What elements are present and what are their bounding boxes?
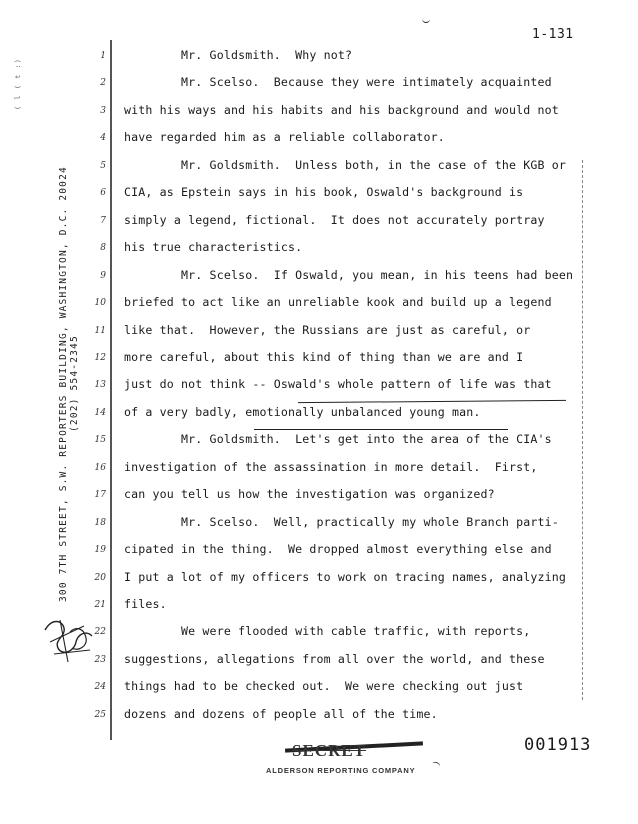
transcript-line: investigation of the assassination in more detail. First,	[124, 459, 538, 474]
transcript-line: files.	[124, 597, 167, 611]
transcript-line: can you tell us how the investigation was organized?	[124, 487, 495, 502]
corner-mark	[422, 18, 430, 23]
line-number: 7	[100, 215, 106, 226]
right-margin-rule	[582, 160, 583, 700]
underline-1	[298, 400, 566, 403]
line-number: 20	[94, 572, 106, 583]
line-number: 24	[94, 682, 106, 693]
line-number: 23	[94, 654, 106, 665]
line-number: 5	[100, 160, 106, 171]
line-number: 2	[100, 78, 106, 89]
transcript-line: CIA, as Epstein says in his book, Oswald's background is	[124, 185, 524, 200]
transcript-line: cipated in the thing. We dropped almost everything else and	[124, 542, 552, 557]
line-number: 9	[100, 270, 106, 281]
transcript-line: of a very badly, emotionally unbalanced young man.	[124, 404, 481, 419]
vertical-address: 300 7TH STREET, S.W. REPORTERS BUILDING, WASHINGTON, D.C. 20024 (202) 554-2345	[58, 166, 80, 602]
classification-stamp: SECRET	[292, 741, 367, 760]
transcript-line: I put a lot of my officers to work on tracing names, analyzing	[124, 569, 567, 584]
line-number: 1	[100, 51, 106, 61]
reporter-company: ALDERSON REPORTING COMPANY	[266, 766, 416, 775]
transcript-line: Mr. Scelso. Because they were intimately acquainted	[124, 75, 552, 90]
transcript-line: dozens and dozens of people all of the time.	[124, 706, 438, 721]
line-number: 8	[100, 243, 106, 254]
page-number: 1-131	[532, 27, 574, 42]
underline-2	[254, 429, 508, 430]
line-number: 13	[94, 380, 106, 391]
line-number: 15	[94, 435, 106, 446]
left-margin-rule	[110, 40, 112, 740]
document-id: 001913	[524, 735, 592, 755]
line-number: 25	[94, 709, 106, 720]
handwritten-initials	[40, 612, 100, 668]
line-number: 16	[94, 462, 106, 473]
transcript-line: Mr. Scelso. If Oswald, you mean, in his teens had been	[124, 267, 574, 282]
transcript-line: briefed to act like an unreliable kook and build up a legend	[124, 295, 552, 310]
line-number: 12	[94, 352, 106, 363]
line-number: 22	[94, 627, 106, 638]
line-number: 3	[100, 105, 106, 116]
transcript-line: things had to be checked out. We were checking out just	[124, 679, 524, 694]
transcript-line: suggestions, allegations from all over the world, and these	[124, 651, 545, 666]
transcript-line: have regarded him as a reliable collaborator.	[124, 130, 445, 145]
transcript-line: Mr. Goldsmith. Let's get into the area of the CIA's	[124, 432, 552, 447]
transcript-line: his true characteristics.	[124, 240, 303, 255]
transcript-line: We were flooded with cable traffic, with reports,	[124, 624, 531, 639]
transcript-line: simply a legend, fictional. It does not accurately portray	[124, 212, 545, 227]
transcript-line: like that. However, the Russians are just as careful, or	[124, 322, 531, 337]
line-number: 19	[94, 545, 106, 556]
side-margin-text: ( l ( t :)	[14, 58, 22, 111]
line-number: 11	[94, 325, 106, 336]
line-number: 6	[100, 188, 106, 199]
transcript-line: just do not think -- Oswald's whole pattern of life was that	[124, 377, 552, 392]
transcript-line: Mr. Goldsmith. Why not?	[124, 48, 353, 62]
transcript-line: more careful, about this kind of thing than we are and I	[124, 349, 524, 364]
transcript-line: with his ways and his habits and his background and would not	[124, 102, 559, 117]
line-number: 14	[94, 407, 106, 418]
transcript-line: Mr. Goldsmith. Unless both, in the case of the KGB or	[124, 157, 567, 172]
line-number: 21	[94, 600, 106, 610]
line-number: 10	[94, 298, 106, 309]
reporter-mark	[431, 761, 441, 769]
line-number: 18	[94, 517, 106, 528]
line-number: 17	[94, 490, 106, 501]
transcript-line: Mr. Scelso. Well, practically my whole Branch parti-	[124, 514, 559, 529]
line-number: 4	[100, 133, 106, 144]
